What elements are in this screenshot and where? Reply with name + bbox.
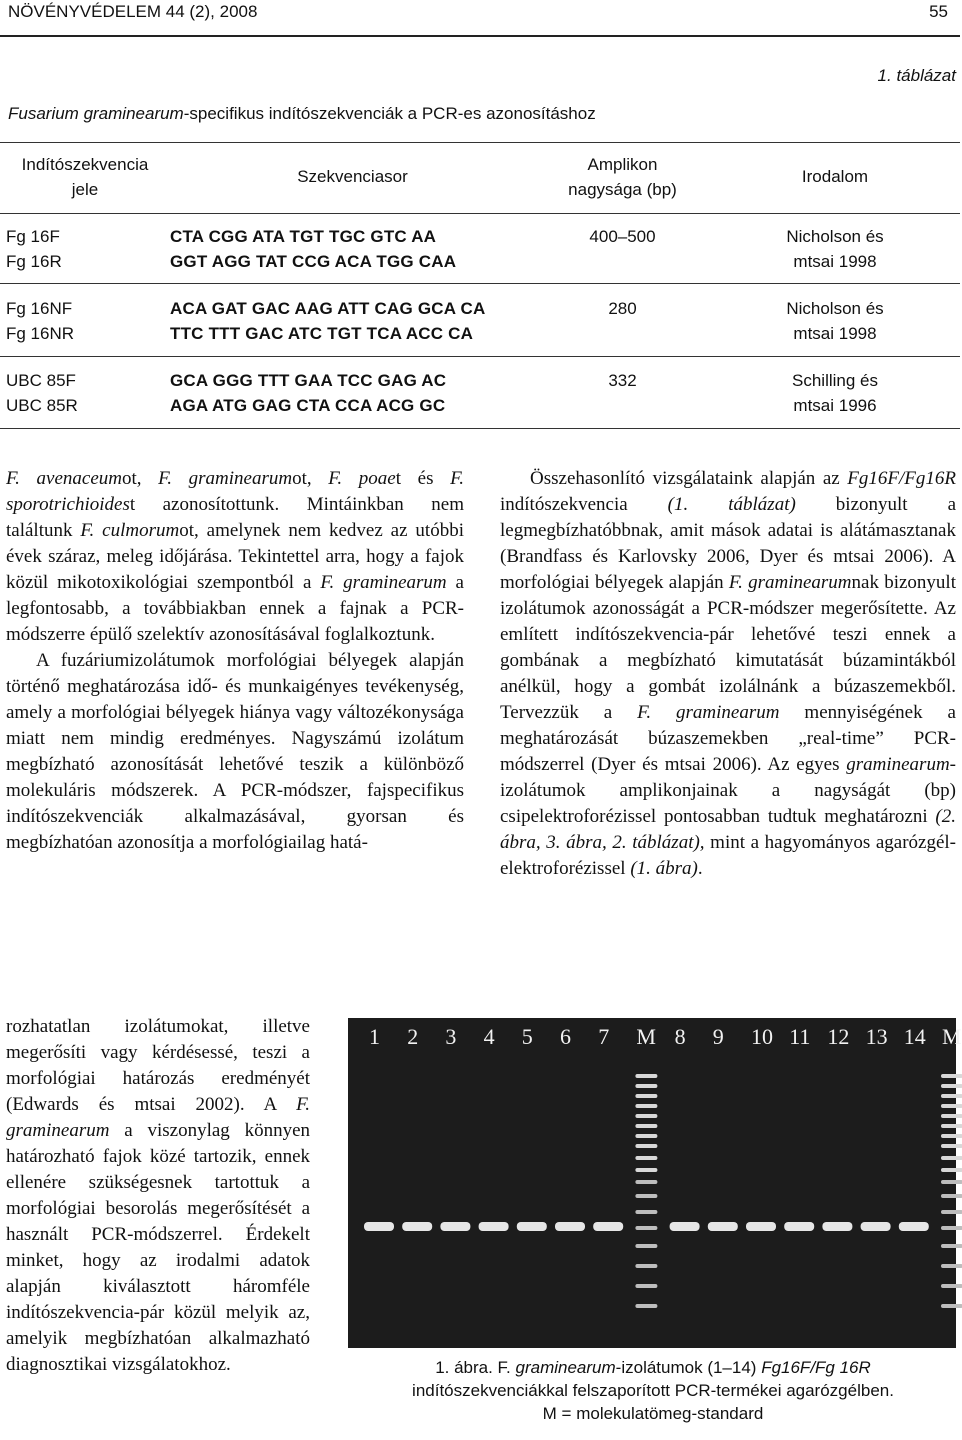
ladder-band <box>635 1124 657 1128</box>
ladder-band <box>635 1180 657 1184</box>
lane-label-5: 5 <box>521 1024 533 1049</box>
lane-label-8: 8 <box>674 1024 686 1049</box>
lane-label-marker: M <box>636 1024 656 1049</box>
header-primer-line1: Indítószekvencia <box>21 155 149 174</box>
lane-label-1: 1 <box>369 1024 380 1049</box>
ladder-band <box>941 1114 962 1118</box>
reference-line2: mtsai 1996 <box>793 396 877 415</box>
ladder-band <box>941 1084 962 1088</box>
pcr-product-band <box>555 1222 585 1231</box>
row-1-reference <box>710 224 960 274</box>
ladder-band <box>635 1144 657 1148</box>
ladder-band <box>635 1104 657 1108</box>
header-sequence: Szekvenciasor <box>297 167 408 186</box>
figure-caption <box>348 1356 958 1425</box>
reference-line1: Nicholson és <box>786 299 884 318</box>
ladder-band <box>635 1156 657 1160</box>
row-1-primer <box>6 224 62 274</box>
pcr-product-band <box>440 1222 470 1231</box>
header-amplicon-line1: Amplikon <box>587 155 658 174</box>
lane-label-6: 6 <box>560 1024 571 1049</box>
ladder-band <box>635 1094 657 1098</box>
ladder-band <box>635 1264 657 1268</box>
header-amplicon <box>535 152 710 202</box>
pcr-product-band <box>479 1222 509 1231</box>
header-reference: Irodalom <box>801 167 869 186</box>
ladder-band <box>941 1226 962 1230</box>
paragraph-pcr-method: A fuzáriumizolátumok morfológiai bélyegek alapján történő meghatározása idő- és munkaigényes tevékenység, amely a morfológiai bélyegek hiánya vagy változékonysága miatt nem mindig eredményes. Nagyszámú izolátum megbízható azonosítását lehetővé teszik a különböző molekuláris módszerek. A PCR-módszer, fajspecifikus indítószekvenciák alkalmazásával, gyorsan és megbízhatóan azonosítja a morfológiailag hatá- <box>6 650 464 853</box>
paragraph-comparison: Összehasonlító vizsgálataink alapján az Fg16F/Fg16R indítószekvencia (1. táblázat) bizonyult a legmegbízhatóbbnak, amit mások adatai is alátámasztanak (Brandfass és Karlovsky 2006, Dyer és mtsai 2006). A morfológiai bélyegek alapján F. graminearumnak bizonyult izolátumok azonosságát a PCR-módszer megerősítette. Az említett indítószekvencia-pár lehetővé teszi ennek a gombának a megbízható kimutatását búzamintákból anélkül, hogy a gombát izolálnánk a búzaszemekből. Tervezzük a F. graminearum mennyiségének a meghatározását búzaszemekben „real-time” PCR-módszerrel (Dyer és mtsai 2006). Az egyes graminearum-izolátumok amplikonjainak a nagyságát (bp) csipelektroforézissel pontosabban tudtuk meghatározni (2. ábra, 3. ábra, 2. táblázat), mint a hagyományos agarózgél-elektroforézissel (1. ábra). <box>500 468 956 879</box>
pcr-product-band <box>670 1222 700 1231</box>
ladder-band <box>635 1226 657 1230</box>
sequence-reverse: GGT AGG TAT CCG ACA TGG CAA <box>170 252 457 271</box>
lane-label-2: 2 <box>407 1024 419 1049</box>
gel-electrophoresis-image <box>348 1018 962 1348</box>
lane-label-10: 10 <box>751 1024 773 1049</box>
reference-line2: mtsai 1998 <box>793 324 877 343</box>
sequence-forward: CTA CGG ATA TGT TGC GTC AA <box>170 227 437 246</box>
ladder-band <box>941 1124 962 1128</box>
table-header-rule <box>0 213 960 214</box>
lane-label-marker: M <box>942 1024 962 1049</box>
header-rule <box>0 35 960 37</box>
reference-line1: Schilling és <box>792 371 878 390</box>
primer-forward: UBC 85F <box>6 371 76 390</box>
paragraph-pcr-continued: rozhatatlan izolátumokat, illetve megerősíti vagy kérdésessé, teszi a morfológiai határozás eredményét (Edwards és mtsai 2002). A F. graminearum a viszonylag könnyen határozható fajok közé tartozik, ennek ellenére szükségesnek tartottuk a morfológiai besorolás megerősítését a használt PCR-módszerrel. Érdekelt minket, hogy az irodalmi adatok alapján kiválasztott háromféle indítószekvencia-pár közül melyik az, amelyik megbízhatóan alkalmazható diagnosztikai vizsgálatokhoz. <box>6 1016 310 1375</box>
row-2-rule <box>0 356 960 357</box>
pcr-product-band <box>402 1222 432 1231</box>
row-2-sequence <box>170 296 485 346</box>
ladder-band <box>941 1180 962 1184</box>
ladder-band <box>941 1244 962 1248</box>
table-title-species: Fusarium graminearum <box>8 104 184 123</box>
header-primer <box>0 152 170 202</box>
header-primer-line2: jele <box>71 180 99 199</box>
lane-label-11: 11 <box>789 1024 811 1049</box>
row-2-primer <box>6 296 74 346</box>
lane-label-12: 12 <box>827 1024 850 1049</box>
page-number: 55 <box>929 2 948 21</box>
sequence-forward: GCA GGG TTT GAA TCC GAG AC <box>170 371 447 390</box>
ladder-band <box>941 1194 962 1198</box>
row-3-reference <box>710 368 960 418</box>
reference-line1: Nicholson és <box>786 227 884 246</box>
ladder-band <box>941 1156 962 1160</box>
gel-bands <box>348 1018 956 1348</box>
pcr-product-band <box>822 1222 852 1231</box>
ladder-band <box>635 1114 657 1118</box>
pcr-product-band <box>708 1222 738 1231</box>
lane-label-13: 13 <box>865 1024 888 1049</box>
pcr-product-band <box>593 1222 623 1231</box>
sequence-forward: ACA GAT GAC AAG ATT CAG GCA CA <box>170 299 486 318</box>
ladder-band <box>635 1194 657 1198</box>
ladder-band <box>941 1074 962 1078</box>
primer-reverse: UBC 85R <box>6 396 78 415</box>
row-2-amplicon: 280 <box>608 299 637 318</box>
row-3-primer <box>6 368 78 418</box>
table-bottom-rule <box>0 428 960 429</box>
right-column <box>500 466 956 882</box>
ladder-band <box>941 1168 962 1172</box>
table-title-rest: -specifikus indítószekvenciák a PCR-es azonosításhoz <box>183 104 596 123</box>
left-column-lower <box>6 1014 310 1378</box>
lane-label-14: 14 <box>903 1024 926 1049</box>
paragraph-species: F. avenaceumot, F. graminearumot, F. poaet és F. sporotrichioidest azonosítottunk. Mintáinkban nem találtunk F. culmorumot, amelynek nem kedvez az utóbbi évek száraz, meleg időjárása. Tekintettel arra, hogy a fajok közül mikotoxikológiai szempontból a F. graminearum a legfontosabb, a továbbiakban ennek a fajnak a PCR-módszerre épülő szelektív azonosításával foglalkoztunk. <box>6 468 464 645</box>
lane-label-3: 3 <box>445 1024 457 1049</box>
primer-forward: Fg 16NF <box>6 299 73 318</box>
caption-line1: 1. ábra. F. graminearum-izolátumok (1–14) Fg16F/Fg 16R <box>435 1358 871 1377</box>
journal-header: NÖVÉNYVÉDELEM 44 (2), 2008 <box>8 2 258 21</box>
ladder-band <box>941 1210 962 1214</box>
row-1-rule <box>0 283 960 284</box>
ladder-band <box>635 1084 657 1088</box>
caption-line2: indítószekvenciákkal felszaporított PCR-termékei agarózgélben. <box>412 1381 894 1400</box>
row-1-sequence <box>170 224 456 274</box>
pcr-product-band <box>746 1222 776 1231</box>
sequence-reverse: AGA ATG GAG CTA CCA ACG GC <box>170 396 446 415</box>
row-3-amplicon: 332 <box>608 371 637 390</box>
ladder-band <box>941 1104 962 1108</box>
header-amplicon-line2: nagysága (bp) <box>568 180 677 199</box>
ladder-band <box>941 1134 962 1138</box>
ladder-band <box>941 1284 962 1288</box>
ladder-band <box>941 1094 962 1098</box>
lane-label-4: 4 <box>483 1024 495 1049</box>
pcr-product-band <box>364 1222 394 1231</box>
ladder-band <box>635 1074 657 1078</box>
caption-line3: M = molekulatömeg-standard <box>542 1404 764 1423</box>
table-title <box>8 104 596 124</box>
table-number: 1. táblázat <box>877 66 956 85</box>
ladder-band <box>635 1168 657 1172</box>
table-top-rule <box>0 142 960 143</box>
pcr-product-band <box>784 1222 814 1231</box>
ladder-band <box>941 1264 962 1268</box>
pcr-product-band <box>899 1222 929 1231</box>
reference-line2: mtsai 1998 <box>793 252 877 271</box>
ladder-band <box>941 1144 962 1148</box>
row-1-amplicon: 400–500 <box>589 227 656 246</box>
row-2-reference <box>710 296 960 346</box>
pcr-product-band <box>517 1222 547 1231</box>
primer-reverse: Fg 16R <box>6 252 62 271</box>
row-3-sequence <box>170 368 446 418</box>
primer-forward: Fg 16F <box>6 227 60 246</box>
ladder-band <box>635 1244 657 1248</box>
ladder-band <box>635 1134 657 1138</box>
lane-label-9: 9 <box>712 1024 724 1049</box>
pcr-product-band <box>861 1222 891 1231</box>
ladder-band <box>941 1304 962 1308</box>
sequence-reverse: TTC TTT GAC ATC TGT TCA ACC CA <box>170 324 474 343</box>
ladder-band <box>635 1210 657 1214</box>
primer-reverse: Fg 16NR <box>6 324 75 343</box>
lane-label-7: 7 <box>598 1024 610 1049</box>
left-column-upper <box>6 466 464 856</box>
ladder-band <box>635 1284 657 1288</box>
ladder-band <box>635 1304 657 1308</box>
